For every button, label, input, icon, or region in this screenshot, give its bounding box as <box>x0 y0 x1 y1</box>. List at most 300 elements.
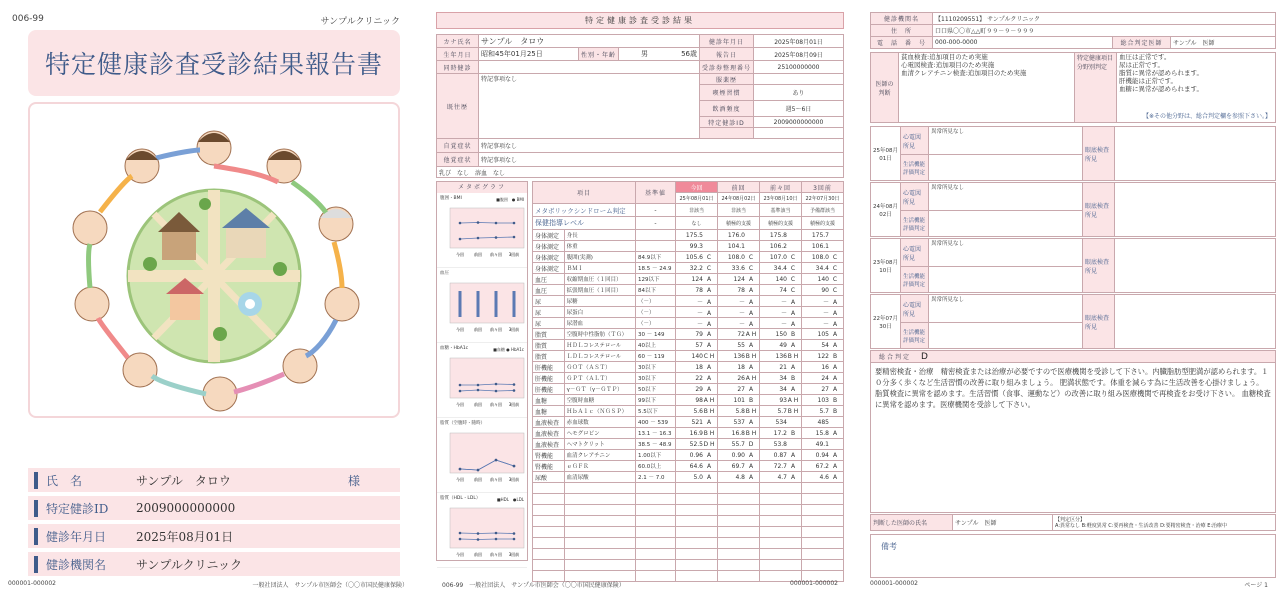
grade: C <box>832 264 838 272</box>
value: － <box>822 298 829 306</box>
grade: C <box>748 253 754 261</box>
value: 140 <box>691 352 703 360</box>
result-value <box>802 406 844 417</box>
value: 537 <box>733 418 745 426</box>
grade: A <box>748 363 754 371</box>
value: 18 <box>737 363 745 371</box>
bp-bar <box>495 291 498 317</box>
overall-grade: D <box>921 351 928 362</box>
result-item: ＨｂＡ１ｃ（ＮＧＳＰ） <box>564 406 635 417</box>
result-value <box>760 461 802 472</box>
result-value <box>760 340 802 351</box>
graph-plot <box>440 354 526 410</box>
result-value <box>718 230 760 241</box>
result-value <box>718 296 760 307</box>
result-row <box>533 439 844 450</box>
result-row <box>533 274 844 285</box>
name-value: サンプル タロウ <box>136 473 231 488</box>
value: 175.5 <box>685 231 703 239</box>
result-value <box>760 241 802 252</box>
result-value <box>760 406 802 417</box>
grade: A <box>832 462 838 470</box>
grade: C <box>832 253 838 261</box>
value: 5.0 <box>693 473 703 481</box>
results-title: 特定健康診査受診結果 <box>436 12 844 29</box>
bp-bar <box>477 291 480 317</box>
grade: A <box>706 341 712 349</box>
grade: A <box>706 330 712 338</box>
result-ref: 84以下 <box>636 285 676 296</box>
result-item: 腹囲(実測) <box>564 252 635 263</box>
birth-label: 生年月日 <box>437 48 479 61</box>
value: 0.90 <box>731 451 745 459</box>
graph-point <box>477 389 480 392</box>
th-prev3: 3回前 <box>802 182 844 193</box>
value: 0.96 <box>689 451 703 459</box>
result-row <box>533 285 844 296</box>
result-value <box>802 340 844 351</box>
eye-label: 眼底検査所見 <box>1083 183 1115 237</box>
kubun-title: 【判定区分】 <box>1055 516 1086 523</box>
value: 49.1 <box>815 440 829 448</box>
result-value <box>718 417 760 428</box>
result-value <box>676 384 718 395</box>
subj-value: 特記事項なし <box>479 139 844 153</box>
grade: B H <box>745 352 757 360</box>
graph-point <box>513 383 516 386</box>
value: － <box>822 320 829 328</box>
result-row <box>533 307 844 318</box>
guide-prev3: 積極的支援 <box>802 217 844 230</box>
value: 16.9 <box>689 429 703 437</box>
results-page <box>428 0 852 603</box>
result-value <box>676 252 718 263</box>
result-value <box>676 329 718 340</box>
date-value: 2025年08月01日 <box>754 35 844 48</box>
history-block <box>870 126 1276 181</box>
exam-note: 脂質に異常が認められます。 <box>1119 69 1203 77</box>
org-value: 【1110209551】 サンプルクリニック <box>933 13 1276 25</box>
history-block <box>870 182 1276 237</box>
blank-row <box>533 527 844 538</box>
th-ref: 基準値 <box>636 182 676 204</box>
value: － <box>822 309 829 317</box>
th-date-prev2: 23年08月10日 <box>760 193 802 204</box>
result-value <box>802 241 844 252</box>
blank-row <box>533 483 844 494</box>
graph-point <box>513 465 516 468</box>
result-value <box>802 417 844 428</box>
x-label: 前々回 <box>490 402 502 407</box>
result-ref: 1.00以下 <box>636 450 676 461</box>
result-category: 脂質 <box>533 351 565 362</box>
ecg-label: 心電図所見 <box>901 127 929 155</box>
grade: B H <box>703 407 715 415</box>
result-value <box>802 285 844 296</box>
result-value <box>718 274 760 285</box>
result-value <box>760 252 802 263</box>
result-value <box>760 417 802 428</box>
x-label: 前回 <box>474 252 482 257</box>
graph-legend: ■腹囲 ● BMI <box>496 197 524 202</box>
result-category: 身体測定 <box>533 252 565 263</box>
institution-value: サンプルクリニック <box>136 557 242 572</box>
grade: C <box>790 253 796 261</box>
result-category: 尿 <box>533 307 565 318</box>
grade: A H <box>787 396 799 404</box>
result-value <box>676 296 718 307</box>
value: 124 <box>733 275 745 283</box>
x-label: 3回前 <box>508 477 520 482</box>
result-item: 赤血球数 <box>564 417 635 428</box>
result-value <box>718 384 760 395</box>
result-value <box>802 450 844 461</box>
value: 55.7 <box>731 440 745 448</box>
graph-point <box>477 237 480 240</box>
result-row <box>533 428 844 439</box>
graph-point <box>513 236 516 239</box>
value: 101 <box>733 396 745 404</box>
history-date: 22年07月30日 <box>871 295 901 349</box>
graph-point <box>495 236 498 239</box>
result-row <box>533 351 844 362</box>
th-date-prev: 24年08月02日 <box>718 193 760 204</box>
ecg-label: 心電図所見 <box>901 239 929 267</box>
graph-legend: ■血糖 ● HbA1c <box>493 347 524 352</box>
value: － <box>780 298 787 306</box>
value: 72.7 <box>773 462 787 470</box>
addr-label: 住 所 <box>871 25 933 37</box>
value: 124 <box>691 275 703 283</box>
value: 4.8 <box>735 473 745 481</box>
result-ref: 30以下 <box>636 373 676 384</box>
result-value <box>718 329 760 340</box>
value: 22 <box>695 374 703 382</box>
grade: D <box>748 440 754 448</box>
page3-footer-code: 000001-000002 <box>870 580 918 587</box>
graph-point <box>477 384 480 387</box>
x-label: 今回 <box>456 477 464 482</box>
result-value <box>760 318 802 329</box>
mini-graph <box>437 195 527 268</box>
grade: A <box>832 374 838 382</box>
graph-point <box>459 238 462 241</box>
life-label: 生活機能評価判定 <box>901 155 929 181</box>
graph-point <box>495 383 498 386</box>
value: 106.1 <box>811 242 829 250</box>
smoke-label: 喫煙習慣 <box>699 85 753 101</box>
value: 32.2 <box>689 264 703 272</box>
page1-footer <box>8 580 408 589</box>
metabo-graph-panel <box>436 181 528 561</box>
x-label: 前回 <box>474 402 482 407</box>
result-value <box>802 373 844 384</box>
result-value <box>676 450 718 461</box>
result-category: 脂質 <box>533 340 565 351</box>
guide-label: 保健指導レベル <box>533 217 636 230</box>
graph-point <box>477 221 480 224</box>
institution-table <box>870 12 1276 49</box>
result-ref: 13.1 － 16.3 <box>636 428 676 439</box>
result-value <box>802 439 844 450</box>
graph-point <box>513 222 516 225</box>
exam-judgement-label: 特定健康項目分野別判定 <box>1075 53 1117 123</box>
life-label: 生活機能評価判定 <box>901 211 929 237</box>
x-label: 前回 <box>474 327 482 332</box>
result-value <box>802 318 844 329</box>
value: 29 <box>695 385 703 393</box>
x-label: 前回 <box>474 552 482 557</box>
result-value <box>676 362 718 373</box>
value: 27 <box>737 385 745 393</box>
th-item: 項目 <box>533 182 636 204</box>
obj-label: 他覚症状 <box>437 153 479 167</box>
value: 103 <box>817 396 829 404</box>
guide-prev: 積極的支援 <box>718 217 760 230</box>
exam-note: 肝機能は正常です。 <box>1119 77 1177 85</box>
grade: A <box>706 363 712 371</box>
result-value <box>802 329 844 340</box>
x-label: 3回前 <box>508 252 520 257</box>
value: 534 <box>775 418 787 426</box>
metab-prev3: 予備群該当 <box>802 204 844 217</box>
result-item: 身長 <box>564 230 635 241</box>
result-category: 身体測定 <box>533 241 565 252</box>
x-label: 前々回 <box>490 252 502 257</box>
result-category: 身体測定 <box>533 230 565 241</box>
metab-label: メタボリックシンドローム判定 <box>533 204 636 217</box>
value: 0.87 <box>773 451 787 459</box>
result-value <box>718 439 760 450</box>
date-label: 健診年月日 <box>34 528 130 545</box>
result-row <box>533 461 844 472</box>
result-value <box>802 472 844 483</box>
graph-point <box>513 389 516 392</box>
graph-point <box>477 532 480 535</box>
grade: A <box>832 363 838 371</box>
result-value <box>676 351 718 362</box>
value: － <box>696 309 703 317</box>
result-value <box>676 472 718 483</box>
result-value <box>802 296 844 307</box>
result-ref: 38.5 － 48.9 <box>636 439 676 450</box>
result-value <box>718 263 760 274</box>
value: 98 <box>695 396 703 404</box>
value: 136 <box>775 352 787 360</box>
doc-note: 心電図検査:追加項目のため実施 <box>901 61 995 69</box>
grade: A <box>706 418 712 426</box>
grade: A <box>832 330 838 338</box>
exam-note-ref: 【※その他分野は、総合判定欄を参照下さい。】 <box>1142 113 1271 120</box>
value: 16.8 <box>731 429 745 437</box>
x-label: 今回 <box>456 252 464 257</box>
ecg-value: 異常所見なし <box>929 295 1083 323</box>
grade: C <box>832 275 838 283</box>
result-value <box>676 307 718 318</box>
id-label: 特定健診ID <box>34 500 130 517</box>
result-value <box>802 351 844 362</box>
grade: C <box>706 264 712 272</box>
page2-footer <box>442 580 838 589</box>
grade: A <box>790 320 796 328</box>
result-category: 血液検査 <box>533 417 565 428</box>
ecg-label: 心電図所見 <box>901 295 929 323</box>
overall-label: 総合判定 <box>879 353 912 361</box>
value: 27 <box>821 385 829 393</box>
patient-name-row <box>28 468 400 492</box>
birth-value: 昭和45年01月25日 <box>479 48 579 61</box>
grade: A <box>706 275 712 283</box>
tel-label: 電 話 番 号 <box>871 37 933 49</box>
graph-plot <box>440 279 526 335</box>
history-value: 特記事項なし <box>479 74 700 139</box>
page2-footer-org: 006-99 一般社団法人 サンプル市医師会（〇〇市国民健康保険） <box>442 582 625 589</box>
doc-note: 貧血検査:追加項目のため実施 <box>901 53 988 61</box>
result-value <box>676 373 718 384</box>
value: － <box>780 320 787 328</box>
ecg-value: 異常所見なし <box>929 127 1083 155</box>
doc-judgement-notes <box>899 53 1075 123</box>
date-label: 健診年月日 <box>699 35 753 48</box>
id2-label: 特定健診ID <box>699 117 753 128</box>
subj-label: 自覚症状 <box>437 139 479 153</box>
checkup-id-row <box>28 496 400 520</box>
result-value <box>718 307 760 318</box>
grade: A <box>832 320 838 328</box>
grade: A H <box>745 330 757 338</box>
obj-value: 特記事項なし <box>479 153 844 167</box>
graph-point <box>477 469 480 472</box>
result-category: 肝機能 <box>533 384 565 395</box>
result-item: ＧＰＴ（ＡＬＴ） <box>564 373 635 384</box>
result-value <box>718 351 760 362</box>
result-row <box>533 252 844 263</box>
mini-graph <box>437 270 527 343</box>
grade: B <box>790 330 796 338</box>
grade: A <box>706 462 712 470</box>
grade: B <box>790 429 796 437</box>
eye-label: 眼底検査所見 <box>1083 295 1115 349</box>
result-value <box>676 318 718 329</box>
result-item: 拡張期血圧（１回目） <box>564 285 635 296</box>
graph-point <box>513 532 516 535</box>
result-value <box>676 230 718 241</box>
result-category: 血液検査 <box>533 439 565 450</box>
result-value <box>802 252 844 263</box>
result-item: ＢＭＩ <box>564 263 635 274</box>
value: － <box>738 320 745 328</box>
result-item: ヘモグロビン <box>564 428 635 439</box>
grade: A <box>706 298 712 306</box>
graph-point <box>459 532 462 535</box>
value: 34 <box>779 385 787 393</box>
result-value <box>718 285 760 296</box>
x-label: 今回 <box>456 402 464 407</box>
grade: A <box>832 309 838 317</box>
guide-prev2: 積極的支援 <box>760 217 802 230</box>
value: 4.7 <box>777 473 787 481</box>
result-row <box>533 472 844 483</box>
result-value <box>676 417 718 428</box>
remarks-label: 備考 <box>881 542 897 551</box>
result-value <box>676 428 718 439</box>
result-row <box>533 417 844 428</box>
blank-row <box>533 494 844 505</box>
history-block <box>870 238 1276 293</box>
metab-now: 非該当 <box>676 204 718 217</box>
result-item: 血清尿酸 <box>564 472 635 483</box>
result-value <box>718 362 760 373</box>
grade: B <box>790 374 796 382</box>
kana-label: カナ氏名 <box>437 35 479 48</box>
graph-title: 血糖・HbA1c <box>440 346 469 351</box>
result-ref: 5.5以下 <box>636 406 676 417</box>
history-date: 25年08月01日 <box>871 127 901 181</box>
result-value <box>676 461 718 472</box>
ecg-label: 心電図所見 <box>901 183 929 211</box>
value: － <box>696 320 703 328</box>
grade: A <box>706 473 712 481</box>
result-ref: 2.1 － 7.0 <box>636 472 676 483</box>
result-value <box>802 428 844 439</box>
result-row <box>533 318 844 329</box>
metabo-graph-title: メタボグラフ <box>437 182 527 193</box>
grade: B H <box>703 429 715 437</box>
graph-point <box>495 222 498 225</box>
result-item: ｅＧＦＲ <box>564 461 635 472</box>
result-category: 血圧 <box>533 274 565 285</box>
result-item: ＨＤＬコレステロール <box>564 340 635 351</box>
overall-text: 要精密検査・治療 精密検査または治療が必要ですので医療機関を受診して下さい。内臓脂肪型肥満が認められます。１０分多く歩くなど生活習慣の改善に取り組みましょう。 肥満状態です。体重を減らす為に生活改善を心掛けましょう。 脂質検査に異常を認めます。生活習慣（食事、運動など）の改善に取り組み医療機関で再検査をお受け下さい。 血糖検査に異常を認めます。医療機関を受診して下さい。 <box>871 363 1276 513</box>
result-value <box>676 340 718 351</box>
result-category: 肝機能 <box>533 373 565 384</box>
grade: A <box>706 320 712 328</box>
th-date-prev3: 22年07月30日 <box>802 193 844 204</box>
med-label: 服薬歴 <box>699 74 753 85</box>
result-value <box>802 274 844 285</box>
value: 72 <box>737 330 745 338</box>
value: 105 <box>817 330 829 338</box>
mini-graph <box>437 345 527 418</box>
result-value <box>802 230 844 241</box>
grade: A <box>832 385 838 393</box>
urine-line: 乳び なし 溶血 なし <box>437 167 844 178</box>
result-ref: 40以上 <box>636 340 676 351</box>
result-ref: 30以下 <box>636 362 676 373</box>
result-value <box>718 472 760 483</box>
value: 93 <box>779 396 787 404</box>
value: 53.8 <box>773 440 787 448</box>
result-row <box>533 340 844 351</box>
page2-footer-code: 000001-000002 <box>790 580 838 587</box>
sync-label: 同時健診 <box>437 61 479 74</box>
doctor-judgement-table <box>870 52 1276 123</box>
graph-line <box>460 533 514 534</box>
community-illustration <box>28 102 400 418</box>
result-item: ＧＯＴ（ＡＳＴ） <box>564 362 635 373</box>
grade: A <box>706 451 712 459</box>
town-with-people-illustration <box>30 104 398 416</box>
x-label: 前回 <box>474 477 482 482</box>
result-item: 体重 <box>564 241 635 252</box>
value: 176.0 <box>727 231 745 239</box>
result-value <box>718 395 760 406</box>
value: 34 <box>779 374 787 382</box>
grade: A <box>832 451 838 459</box>
result-value <box>676 439 718 450</box>
result-item: 空腹時中性脂肪（ＴＧ） <box>564 329 635 340</box>
metab-ref: - <box>636 204 676 217</box>
